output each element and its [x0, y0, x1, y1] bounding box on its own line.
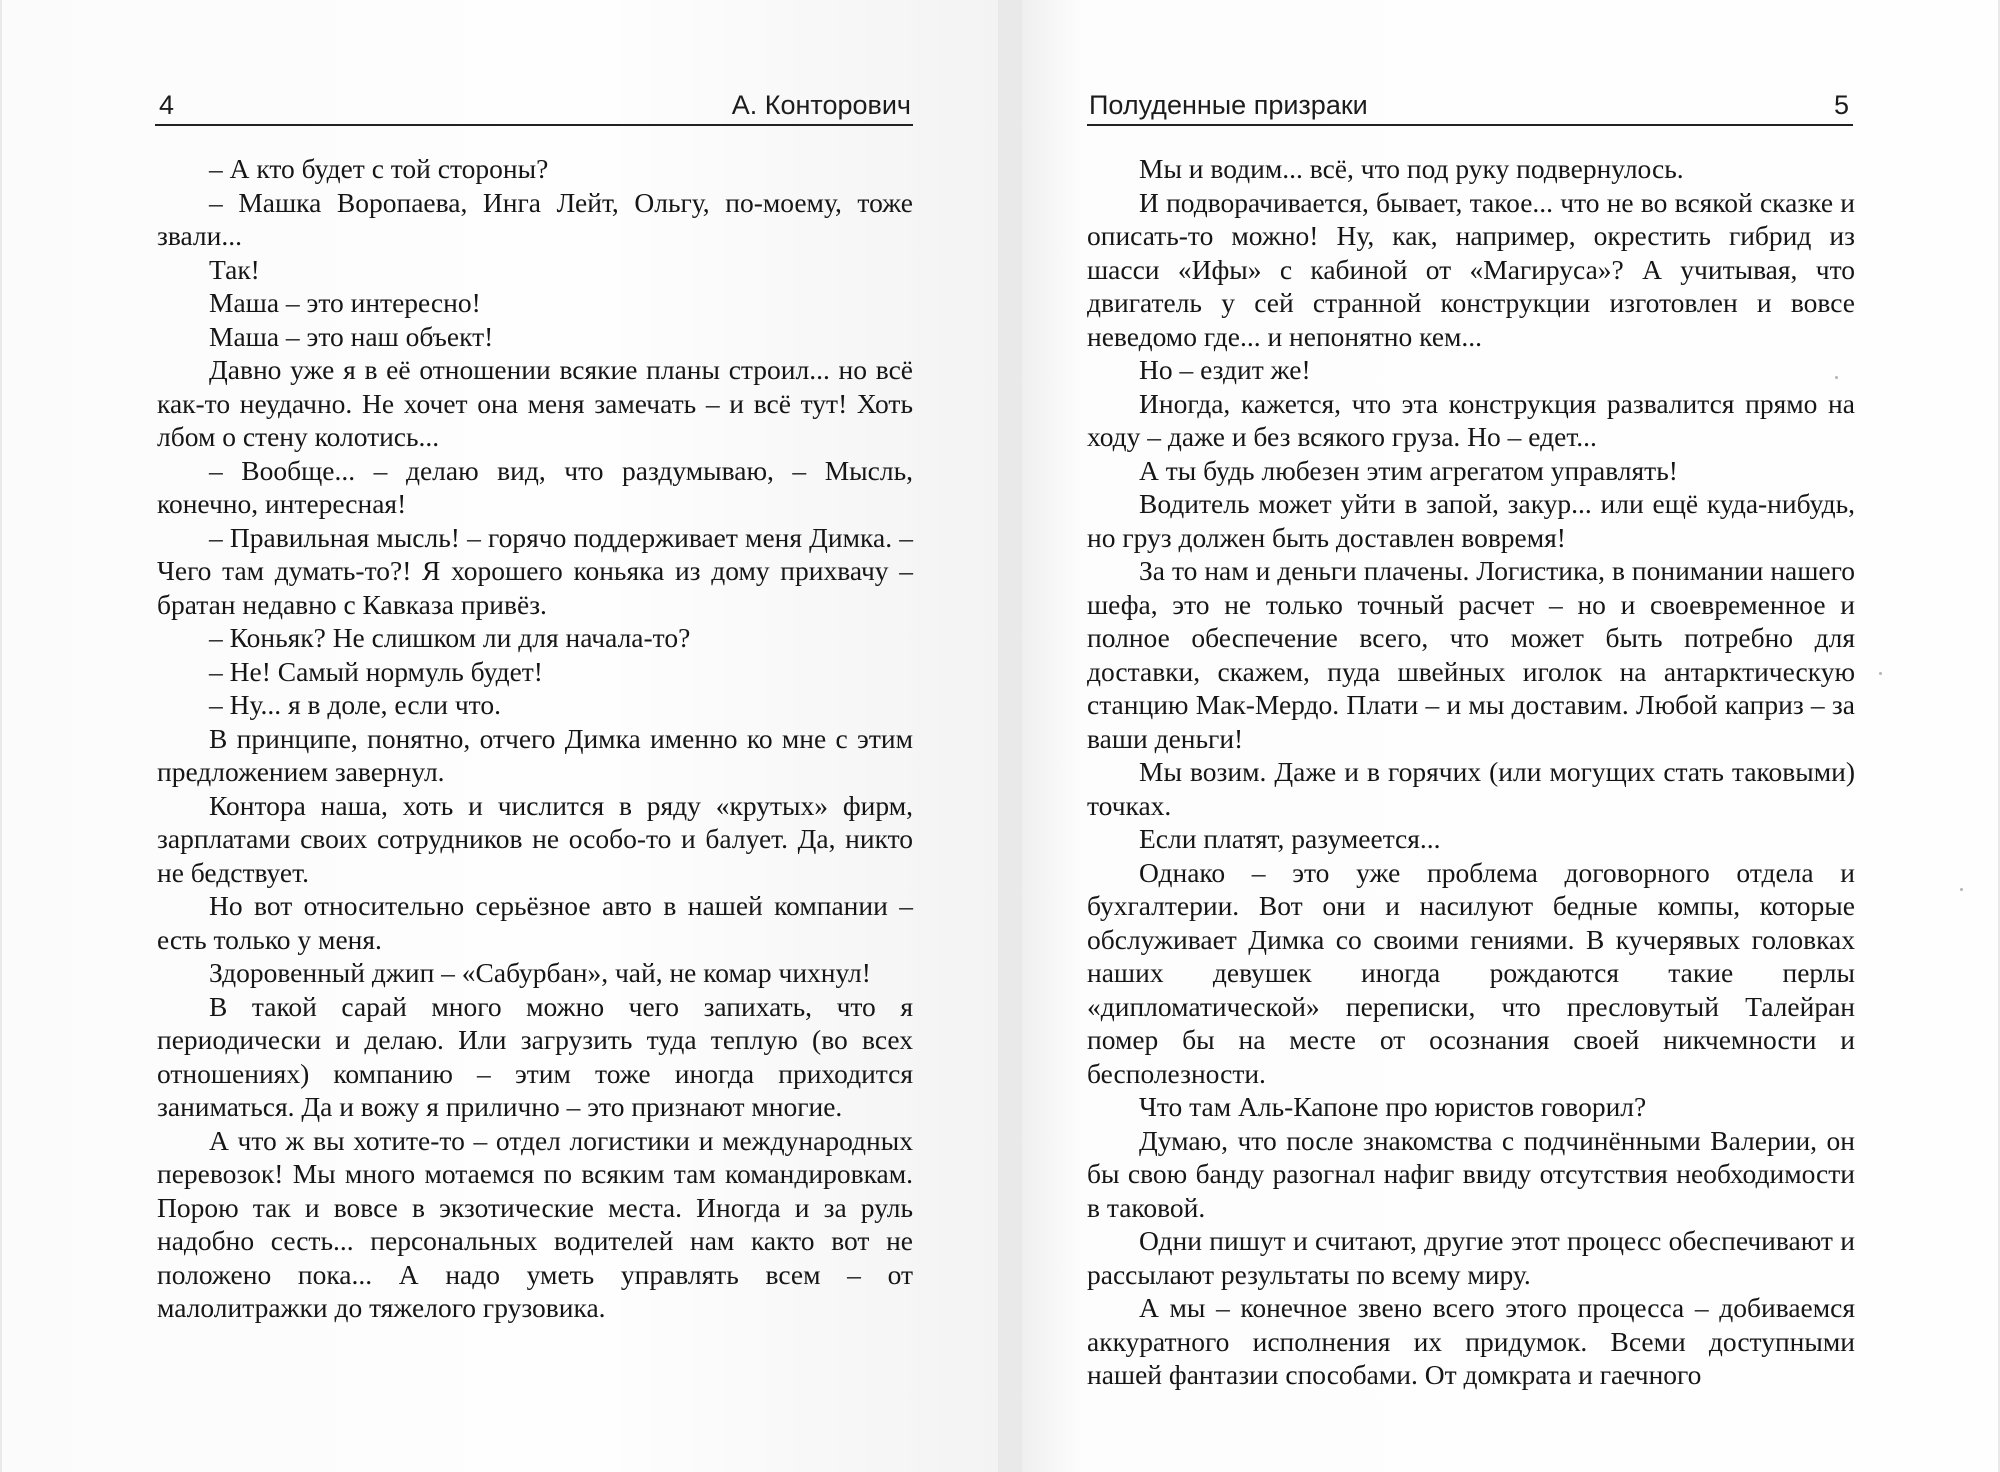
paragraph: А мы – конечное звено всего этого процесса – добиваемся аккуратного исполнения их придумок. Всеми доступными нашей фантазии способами. От домкрата и гаечного	[1087, 1292, 1855, 1390]
paragraph: Маша – это интересно!	[209, 287, 481, 318]
paragraph: Давно уже я в её отношении всякие планы строил... но всё как-то неудачно. Не хочет она меня замечать – и всё тут! Хоть лбом о стену колотись...	[157, 354, 913, 452]
paragraph: И подворачивается, бывает, такое... что не во всякой сказке и описать-то можно! Ну, как, например, окрестить гибрид из шасси «Ифы» с кабиной от «Магируса»? А учитывая, что двигатель у сей странной конструкции изготовлен и вовсе неведомо где... и непонятно кем...	[1087, 186, 1855, 352]
right-body-text	[1087, 152, 1855, 1392]
paper-speck	[1879, 672, 1882, 675]
paragraph: Здоровенный джип – «Сабурбан», чай, не комар чихнул!	[209, 957, 871, 988]
paragraph: Контора наша, хоть и числится в ряду «крутых» фирм, зарплатами своих сотрудников не особо-то и балует. Да, никто не бедствует.	[157, 789, 913, 888]
paragraph: Что там Аль-Капоне про юристов говорил?	[1139, 1091, 1647, 1122]
paragraph: – А кто будет с той стороны?	[209, 153, 549, 184]
paragraph: Если платят, разумеется...	[1139, 823, 1441, 854]
paragraph: – Машка Воропаева, Инга Лейт, Ольгу, по-моему, тоже звали...	[157, 186, 913, 251]
paragraph: Водитель может уйти в запой, закур... или ещё куда-нибудь, но груз должен быть доставлен вовремя!	[1087, 488, 1855, 553]
left-body-text	[157, 152, 913, 1325]
paper-speck	[1960, 888, 1963, 891]
left-running-head	[155, 88, 913, 126]
left-page-number: 4	[159, 90, 175, 120]
paragraph: Мы возим. Даже и в горячих (или могущих стать таковыми) точках.	[1087, 756, 1855, 821]
paragraph: За то нам и деньги плачены. Логистика, в понимании нашего шефа, это не только точный расчет – но и своевременное и полное обеспечение всего, что может быть потребно для доставки, скажем, пуда швейных иголок на антарктическую станцию Мак-Мердо. Плати – и мы доставим. Любой каприз – за ваши деньги!	[1087, 555, 1855, 754]
paragraph: – Не! Самый нормуль будет!	[209, 655, 543, 687]
paragraph: В принципе, понятно, отчего Димка именно ко мне с этим предложением завернул.	[157, 722, 913, 787]
right-page	[1022, 0, 1998, 1472]
left-running-title: А. Конторович	[731, 90, 911, 120]
paper-speck	[1835, 376, 1838, 379]
paragraph: Иногда, кажется, что эта конструкция развалится прямо на ходу – даже и без всякого груза. Но – едет...	[1087, 387, 1855, 452]
paragraph: – Вообще... – делаю вид, что раздумываю, – Мысль, конечно, интересная!	[157, 454, 913, 519]
paragraph: Однако – это уже проблема договорного отдела и бухгалтерии. Вот они и насилуют бедные компы, которые обслуживает Димка со своими гениями. В кучерявых головках наших девушек иногда рождаются такие перлы «дипломатической» переписки, что пресловутый Талейран помер бы на месте от осознания своей никчемности и бесполезности.	[1087, 856, 1855, 1089]
paragraph: Но вот относительно серьёзное авто в нашей компании – есть только у меня.	[157, 890, 913, 955]
right-page-number: 5	[1833, 90, 1849, 120]
left-page	[2, 0, 998, 1472]
paragraph: Одни пишут и считают, другие этот процесс обеспечивают и рассылают результаты по всему миру.	[1087, 1225, 1855, 1290]
paragraph: – Коньяк? Не слишком ли для начала-то?	[209, 622, 691, 653]
paragraph: Думаю, что после знакомства с подчинёнными Валерии, он бы свою банду разогнал нафиг ввиду отсутствия необходимости в таковой.	[1087, 1124, 1855, 1223]
right-running-head	[1087, 88, 1853, 126]
continuation-line: Мы и водим... всё, что под руку подвернулось.	[1139, 153, 1684, 184]
paragraph: Но – ездит же!	[1139, 354, 1311, 385]
right-running-title: Полуденные призраки	[1089, 90, 1368, 120]
paragraph: – Ну... я в доле, если что.	[209, 689, 501, 720]
paragraph: Так!	[209, 253, 260, 285]
paragraph: Маша – это наш объект!	[209, 320, 494, 352]
paragraph: А ты будь любезен этим агрегатом управлять!	[1139, 454, 1678, 486]
paragraph: В такой сарай много можно чего запихать, что я периодически и делаю. Или загрузить туда теплую (во всех отношениях) компанию – этим тоже иногда приходится заниматься. Да и вожу я прилично – это признают многие.	[157, 990, 913, 1122]
paragraph: – Правильная мысль! – горячо поддерживает меня Димка. – Чего там думать-то?! Я хорошего коньяка из дому прихвачу – братан недавно с Кавказа привёз.	[157, 521, 913, 620]
paragraph: А что ж вы хотите-то – отдел логистики и международных перевозок! Мы много мотаемся по всяким там командировкам. Порою так и вовсе в экзотические места. Иногда и за руль надобно сесть... персональных водителей нам както вот не положено пока... А надо уметь управлять всем – от малолитражки до тяжелого грузовика.	[157, 1124, 913, 1323]
